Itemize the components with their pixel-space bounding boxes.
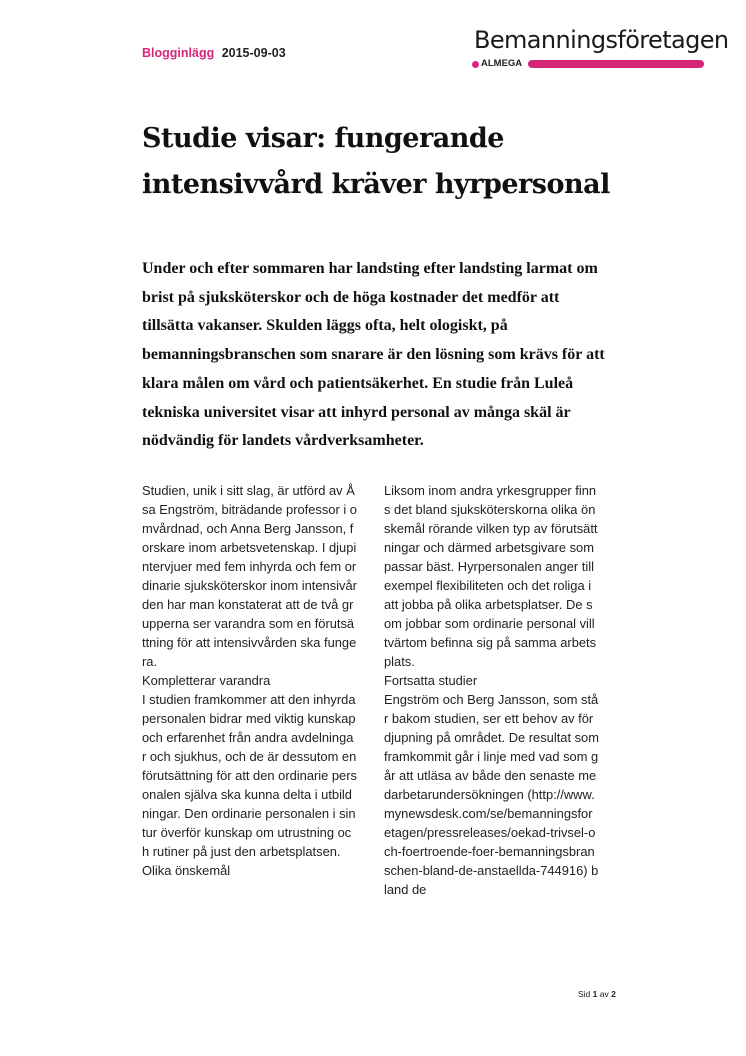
category-label: Blogginlägg [142, 46, 215, 60]
logo-wordmark: Bemanningsföretagen [474, 26, 729, 54]
page-current: 1 [592, 989, 598, 999]
page-number [578, 989, 616, 999]
body-column-left [142, 481, 357, 880]
page-label: Sid [578, 989, 591, 999]
document-tag [142, 46, 286, 60]
bemanningsforetagen-logo [468, 26, 729, 74]
page-total: 2 [611, 989, 616, 999]
logo-accent-bar [528, 60, 704, 68]
body-text-left: Studien, unik i sitt slag, är utförd av Åsa Engström, biträdande professor i omvårdnad, och Anna Berg Jansson, forskare inom arbetsvetenskap. I djupintervjuer med fem inhyrda och fem ordinarie sjuksköterskor inom intensivården har man konstaterat att de två grupperna ser varandra som en förutsättning för att intensivvården ska fungera. Kompletterar varandra I studien framkommer att den inhyrda personalen bidrar med viktig kunskap och erfarenhet från andra avdelningar och sjukhus, och de är dessutom en förutsättning för att den ordinarie personalen själva ska kunna delta i utbildningar. Den ordinarie personalen i sin tur överför kunskap om utrustning och rutiner på just den arbetsplatsen. Olika önskemål [142, 483, 357, 878]
logo-dot-icon [472, 61, 479, 68]
body-column-right [384, 481, 599, 899]
page-of: av [599, 989, 609, 999]
article-lead: Under och efter sommaren har landsting efter landsting larmat om brist på sjuksköterskor och de höga kostnader det medför att tillsätta vakanser. Skulden läggs ofta, helt ologiskt, på bemanningsbranschen som snarare är den lösning som krävs för att klara målen om vård och patientsäkerhet. En studie från Luleå tekniska universitet visar att inhyrd personal av många skäl är nödvändig för landets vårdverksamheter. [142, 260, 605, 450]
logo-almega: ALMEGA [481, 58, 523, 69]
publish-date: 2015-09-03 [221, 46, 286, 60]
article-title: Studie visar: fungerande intensivvård kräver hyrpersonal [142, 123, 610, 200]
body-text-right: Liksom inom andra yrkesgrupper finns det bland sjuksköterskorna olika önskemål rörande vilken typ av förutsättningar och därmed arbetsgivare som passar bäst. Hyrpersonalen anger till exempel flexibiliteten och det roliga i att jobba på olika arbetsplatser. De som jobbar som ordinarie personal vill tvärtom befinna sig på samma arbetsplats. Fortsatta studier Engström och Berg Jansson, som står bakom studien, ser ett behov av fördjupning på området. De resultat som framkommit går i linje med vad som går att utläsa av både den senaste medarbetarundersökningen (http://www.mynewsdesk.com/se/bemanningsforetagen/pressreleases/oekad-trivsel-och-foertroende-foer-bemanningsbranschen-bland-de-anstaellda-744916) bland de [384, 483, 599, 897]
